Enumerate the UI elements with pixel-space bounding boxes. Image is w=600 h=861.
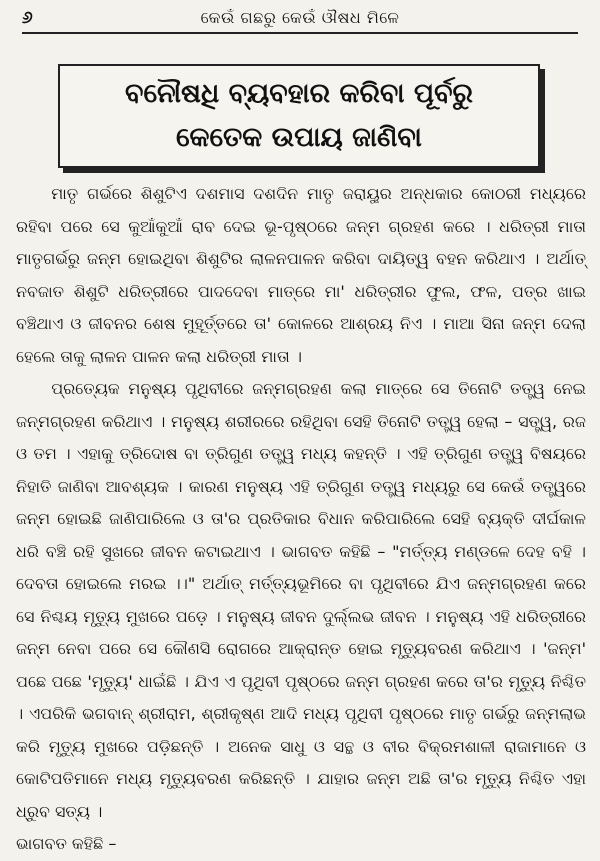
paragraph-2: ପ୍ରତ୍ୟେକ ମନୁଷ୍ୟ ପୃଥିବୀରେ ଜନ୍ମଗ୍ରହଣ କଲା ମାତ୍ରେ ସେ ତିନୋଟି ତତ୍ତ୍ୱ ନେଇ ଜନ୍ମଗ୍ରହଣ କରିଥାଏ । ମନୁଷ୍ୟ ଶରୀରରେ ରହିଥିବା ସେହି ତିନୋଟି ତତ୍ତ୍ୱ ହେଲା – ସତ୍ତ୍ୱ, ରଜ ଓ ତମ । ଏହାକୁ ତ୍ରିଦୋଷ ବା ତ୍ରିଗୁଣ ତତ୍ତ୍ୱ ମଧ୍ୟ କହନ୍ତି । ଏହି ତ୍ରିଗୁଣ ତତ୍ତ୍ୱ ବିଷୟରେ ନିହାତି ଜାଣିବା ଆବଶ୍ୟକ । କାରଣ ମନୁଷ୍ୟ ଏହି ତ୍ରିଗୁଣ ତତ୍ତ୍ୱ ମଧ୍ୟରୁ ସେ କେଉଁ ତତ୍ତ୍ୱରେ ଜନ୍ମ ହୋଇଛି ଜାଣିପାରିଲେ ଓ ତା'ର ପ୍ରତିକାର ବିଧାନ କରିପାରିଲେ ସେହି ବ୍ୟକ୍ତି ଦୀର୍ଘକାଳ ଧରି ବଞ୍ଚି ରହି ସୁଖରେ ଜୀବନ କଟାଇଥାଏ । ଭାଗବତ କହିଛି – "ମର୍ତ୍ତ୍ୟ ମଣ୍ଡଳେ ଦେହ ବହି । ଦେବତା ହୋଇଲେ ମରଇ ।।" ଅର୍ଥାତ୍ ମର୍ତ୍ତ୍ୟଭୂମିରେ ବା ପୃଥିବୀରେ ଯିଏ ଜନ୍ମଗ୍ରହଣ କରେ ସେ ନିଶ୍ଚୟ ମୃତ୍ୟୁ ମୁଖରେ ପଡ଼େ । ମନୁଷ୍ୟ ଜୀବନ ଦୁର୍ଲ୍ଲଭ ଜୀବନ । ମନୁଷ୍ୟ ଏହି ଧରିତ୍ରୀରେ ଜନ୍ମ ନେବା ପରେ ସେ କୌଣସି ରୋଗରେ ଆକ୍ରାନ୍ତ ହୋଇ ମୃତ୍ୟୁବରଣ କରିଥାଏ । 'ଜନ୍ମ' ପଛେ ପଛେ 'ମୃତ୍ୟୁ' ଧାଇଁଛି । ଯିଏ ଏ ପୃଥିବୀ ପୃଷ୍ଠରେ ଜନ୍ମ ଗ୍ରହଣ କରେ ତା'ର ମୃତ୍ୟୁ ନିଶ୍ଚିତ । ଏପରିକି ଭଗବାନ୍ ଶ୍ରୀରାମ, ଶ୍ରୀକୃଷ୍ଣ ଆଦି ମଧ୍ୟ ପୃଥିବୀ ପୃଷ୍ଠରେ ମାତୃ ଗର୍ଭରୁ ଜନ୍ମଲାଭ କରି ମୃତ୍ୟୁ ମୁଖରେ ପଡ଼ିଛନ୍ତି । ଅନେକ ସାଧୁ ଓ ସନ୍ଥ ଓ ବୀର ବିକ୍ରମଶାଳୀ ରାଜାମାନେ ଓ କୋଟିପତିମାନେ ମଧ୍ୟ ମୃତ୍ୟୁବରଣ କରିଛନ୍ତି । ଯାହାର ଜନ୍ମ ଅଛି ତା'ର ମୃତ୍ୟୁ ନିଶ୍ଚିତ ଏହା ଧ୍ରୁବ ସତ୍ୟ ।	[16, 379, 586, 821]
paragraph-1: ମାତୃ ଗର୍ଭରେ ଶିଶୁଟିଏ ଦଶମାସ ଦଶଦିନ ମାତୃ ଜରାୟୁର ଅନ୍ଧକାର କୋଠରୀ ମଧ୍ୟରେ ରହିବା ପରେ ସେ କୁଆଁକୁଆଁ ରାବ ଦେଇ ଭୂ-ପୃଷ୍ଠରେ ଜନ୍ମ ଗ୍ରହଣ କରେ । ଧରିତ୍ରୀ ମାତା ମାତୃଗର୍ଭରୁ ଜନ୍ମ ହୋଇଥିବା ଶିଶୁଟିର ଲାଳନପାଳନ କରିବା ଦାୟିତ୍ୱ ବହନ କରିଥାଏ । ଅର୍ଥାତ୍ ନବଜାତ ଶିଶୁଟି ଧରିତ୍ରୀରେ ପାଦଦେବା ମାତ୍ରେ ମା' ଧରିତ୍ରୀର ଫୁଲ, ଫଳ, ପତ୍ର ଖାଇ ବଞ୍ଚିଥାଏ ଓ ଜୀବନର ଶେଷ ମୁହୂର୍ତ୍ତରେ ତା' କୋଳରେ ଆଶ୍ରୟ ନିଏ । ମାଆ ସିନା ଜନ୍ମ ଦେଲା ହେଲେ ତାକୁ ଲାଳନ ପାଳନ କଲା ଧରିତ୍ରୀ ମାତା ।	[16, 184, 586, 366]
chapter-title-box	[58, 64, 540, 168]
chapter-title-line-1: ବନୌଷଧି ବ୍ୟବହାର କରିବା ପୂର୍ବରୁ	[125, 78, 473, 109]
closing-line: ଭାଗବତ କହିଛି –	[16, 834, 117, 853]
body-text	[16, 178, 586, 861]
page-number: ୬	[22, 8, 33, 28]
running-title: କେଉଁ ଗଛରୁ କେଉଁ ଔଷଧ ମିଳେ	[200, 8, 400, 27]
running-header	[22, 6, 578, 34]
chapter-title-line-2: କେତେକ ଉପାୟ ଜାଣିବା	[176, 122, 422, 153]
